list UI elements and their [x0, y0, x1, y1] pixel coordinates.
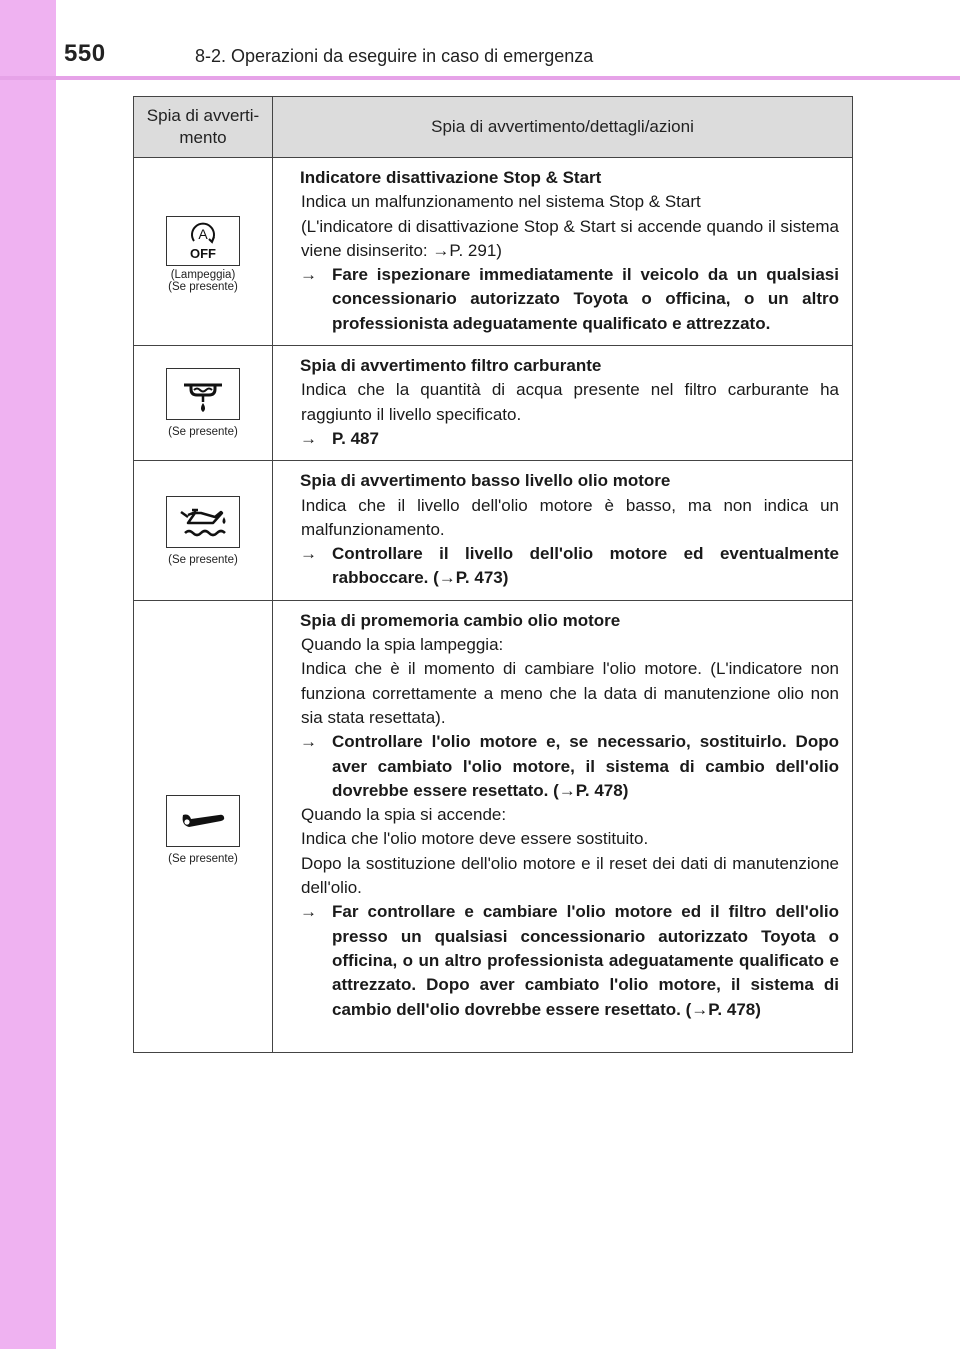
arrow-icon: →	[300, 732, 317, 752]
row-paragraph: Quando la spia si accende:	[301, 805, 507, 825]
table-row	[134, 158, 853, 346]
icon-cell	[134, 461, 273, 600]
column-header-light-line1: Spia di avverti-	[146, 106, 260, 125]
row-title: Indicatore disattivazione Stop & Start	[300, 168, 602, 187]
table-row	[134, 461, 853, 600]
icon-note-if-equipped: (Se presente)	[168, 853, 238, 866]
row-action	[300, 542, 839, 591]
row-action-text: Controllare l'olio motore e, se necessario, sostituirlo. Dopo aver cambiato l'olio motore, il sistema di cambio dell'olio dovrebbe essere resettato. (→P. 478)	[332, 732, 839, 800]
row-action	[300, 263, 839, 336]
side-color-band	[0, 0, 56, 1349]
column-header-details: Spia di avvertimento/dettagli/azioni	[273, 97, 853, 158]
icon-cell	[134, 346, 273, 461]
icon-note-flashing: (Lampeggia)	[170, 269, 236, 282]
table-row	[134, 600, 853, 1052]
details-cell	[273, 600, 853, 1052]
column-header-light	[134, 97, 273, 158]
row-action-text: P. 487	[332, 428, 379, 448]
fuel-filter-warning-icon	[166, 368, 240, 420]
row-action	[300, 900, 839, 1021]
svg-text:A: A	[198, 226, 208, 243]
table-header-row	[134, 97, 853, 158]
row-action-text: Far controllare e cambiare l'olio motore ed il filtro dell'olio presso un qualsiasi concessionario autorizzato Toyota o officina, o un altro professionista adeguatamente qualificato e attrezzato. Dopo aver cambiato l'olio motore, il sistema di cambio dell'olio dovrebbe essere resettato. (→P. 478)	[332, 902, 839, 1019]
icon-cell	[134, 600, 273, 1052]
arrow-icon: →	[300, 902, 317, 922]
details-cell	[273, 158, 853, 346]
row-action	[300, 427, 839, 451]
row-paragraph: Indica che è il momento di cambiare l'olio motore. (L'indicatore non funziona correttamente a meno che la data di manutenzione olio non sia stata resettata).	[301, 659, 839, 727]
row-action-text: Controllare il livello dell'olio motore ed eventualmente rabboccare. (→P. 473)	[332, 544, 839, 588]
details-cell	[273, 346, 853, 461]
icon-note-if-equipped: (Se presente)	[168, 426, 238, 439]
row-paragraph: Indica che l'olio motore deve essere sostituito.	[301, 829, 649, 849]
arrow-icon: →	[300, 428, 317, 448]
page-number: 550	[64, 40, 106, 67]
row-paragraph: Quando la spia lampeggia:	[301, 635, 504, 655]
auto-stop-start-off-icon	[166, 216, 240, 266]
low-engine-oil-level-icon	[166, 496, 240, 548]
details-cell	[273, 461, 853, 600]
row-paragraph: (L'indicatore di disattivazione Stop & Start si accende quando il sistema viene disinserito: →P. 291)	[301, 216, 839, 260]
icon-off-label: OFF	[190, 246, 216, 262]
wrench-maintenance-icon	[166, 795, 240, 847]
icon-cell	[134, 158, 273, 346]
row-paragraph: Indica che la quantità di acqua presente nel filtro carburante ha raggiunto il livello specificato.	[301, 380, 839, 424]
arrow-icon: →	[300, 265, 317, 285]
row-title: Spia di promemoria cambio olio motore	[300, 610, 621, 630]
row-paragraph: Indica che il livello dell'olio motore è basso, ma non indica un malfunzionamento.	[301, 495, 839, 539]
row-title: Spia di avvertimento basso livello olio motore	[300, 471, 671, 491]
table-row	[134, 346, 853, 461]
icon-note-if-equipped: (Se presente)	[168, 553, 238, 566]
icon-note-if-equipped: (Se presente)	[168, 281, 238, 294]
warning-lights-table	[133, 96, 853, 1053]
header-rule	[0, 76, 960, 80]
arrow-icon: →	[300, 544, 317, 564]
row-paragraph: Dopo la sostituzione dell'olio motore e il reset dei dati di manutenzione dell'olio.	[301, 853, 839, 898]
row-action-text: Fare ispezionare immediatamente il veicolo da un qualsiasi concessionario autorizzato Toyota o officina, o un altro professionista adeguatamente qualificato e attrezzato.	[332, 265, 839, 333]
column-header-light-line2: mento	[179, 128, 227, 147]
row-paragraph: Indica un malfunzionamento nel sistema Stop & Start	[301, 192, 701, 212]
row-title: Spia di avvertimento filtro carburante	[300, 356, 602, 376]
row-action	[300, 730, 839, 803]
section-title: 8-2. Operazioni da eseguire in caso di emergenza	[195, 46, 594, 66]
